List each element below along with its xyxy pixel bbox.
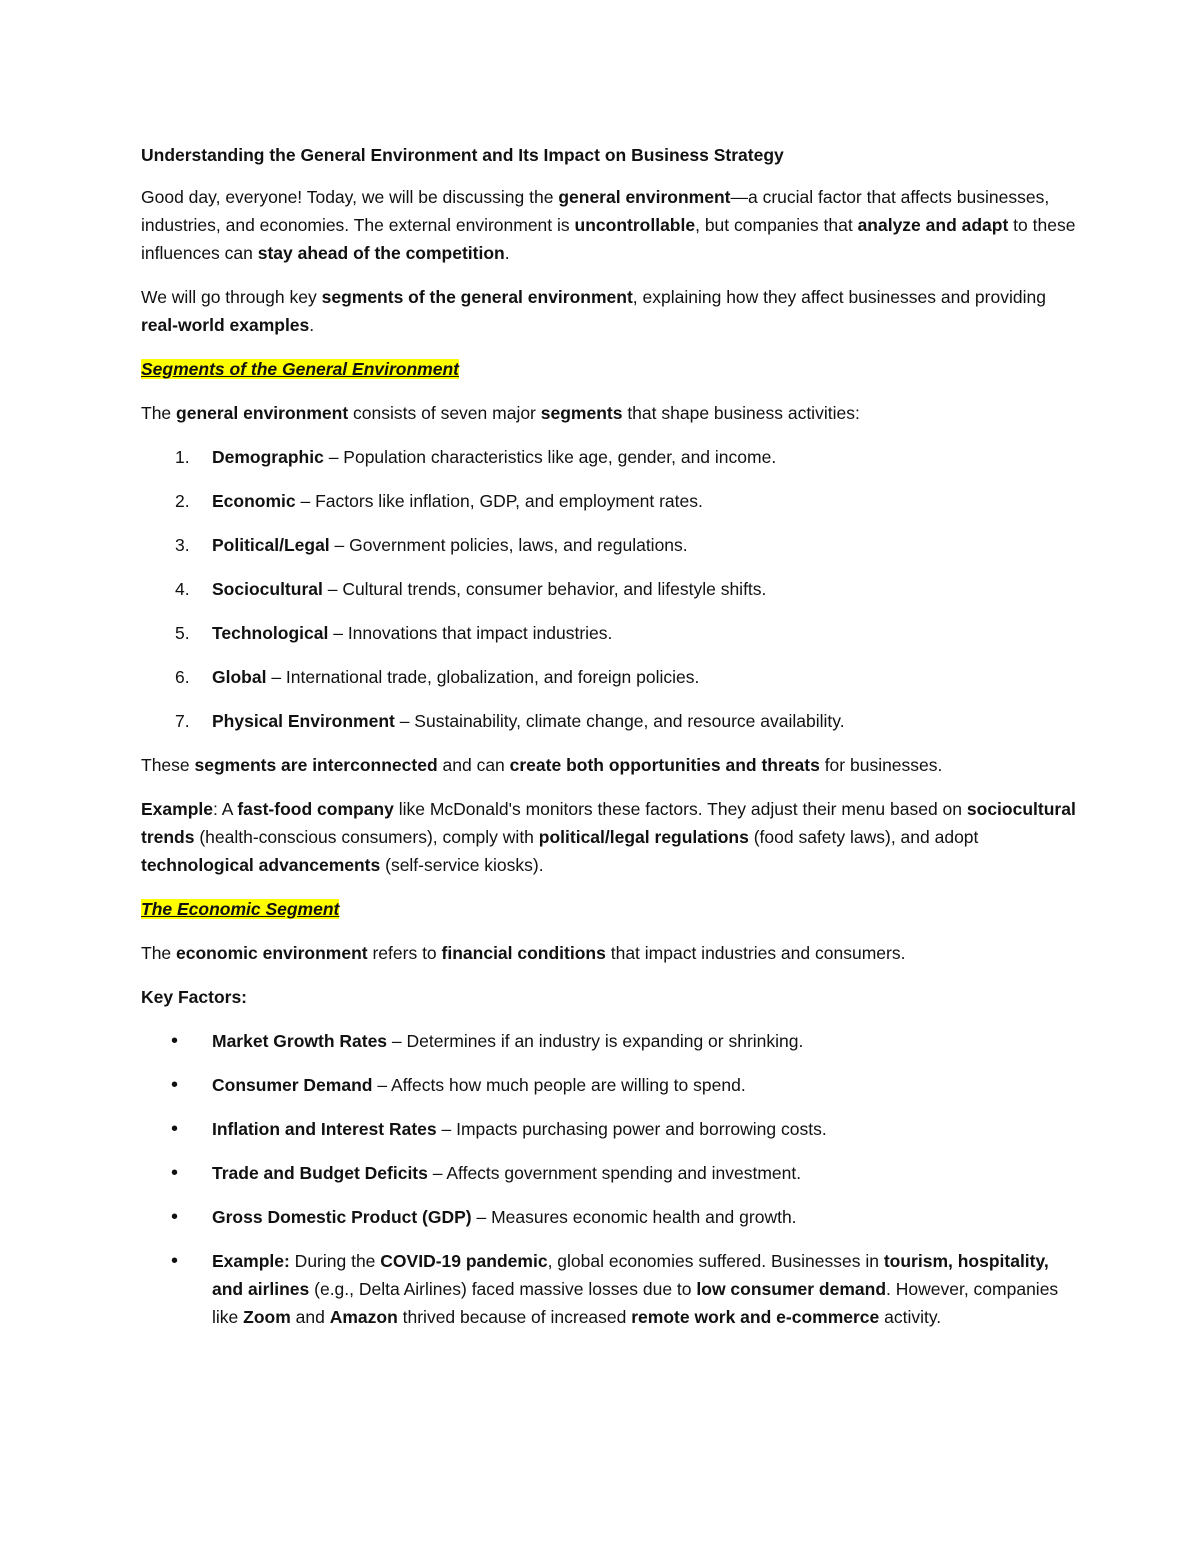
text-run: During the: [289, 1251, 381, 1271]
factor-term: Consumer Demand: [212, 1075, 373, 1095]
bold-text: Zoom: [243, 1307, 291, 1327]
segment-term: Sociocultural: [212, 579, 323, 599]
segments-heading: Segments of the General Environment: [141, 359, 459, 379]
text-run: that impact industries and consumers.: [605, 943, 906, 963]
bold-text: segments: [540, 403, 623, 423]
segment-desc: – Population characteristics like age, gender, and income.: [323, 447, 777, 467]
segment-term: Demographic: [212, 447, 324, 467]
text-run: like McDonald's monitors these factors. They adjust their menu based on: [393, 799, 967, 819]
segment-desc: – Innovations that impact industries.: [328, 623, 613, 643]
text-run: .: [309, 315, 315, 335]
text-run: (self-service kiosks).: [380, 855, 544, 875]
segment-desc: – Factors like inflation, GDP, and employment rates.: [295, 491, 703, 511]
list-number: 6.: [175, 667, 190, 687]
text-run: refers to: [367, 943, 442, 963]
list-item: [141, 1071, 1076, 1099]
segment-term: Political/Legal: [212, 535, 330, 555]
bullet-icon: •: [171, 1118, 179, 1140]
list-item: [141, 531, 1076, 559]
list-item: [141, 1027, 1076, 1055]
bold-text: tourism, hospitality, and airlines: [212, 1251, 1049, 1299]
bold-text: general environment: [558, 187, 731, 207]
list-number: 7.: [175, 711, 190, 731]
segment-term: Economic: [212, 491, 296, 511]
text-run: Good day, everyone! Today, we will be discussing the: [141, 187, 559, 207]
key-factors-list: [141, 1027, 1076, 1331]
text-run: and can: [437, 755, 510, 775]
section-heading: [141, 355, 1076, 383]
bold-text: Example:: [212, 1251, 290, 1271]
factor-desc: – Impacts purchasing power and borrowing costs.: [436, 1119, 827, 1139]
list-item: [141, 619, 1076, 647]
segment-term: Global: [212, 667, 267, 687]
text-run: to these influences can: [141, 215, 1076, 263]
covid-example: [212, 1251, 1058, 1327]
text-run: These: [141, 755, 195, 775]
bold-text: political/legal regulations: [538, 827, 749, 847]
segment-desc: – Government policies, laws, and regulations.: [329, 535, 688, 555]
list-item: [141, 1115, 1076, 1143]
text-run: (food safety laws), and adopt: [748, 827, 979, 847]
factor-desc: – Affects how much people are willing to spend.: [372, 1075, 746, 1095]
segments-lead: [141, 399, 1076, 427]
bold-text: Amazon: [329, 1307, 398, 1327]
factor-term: Inflation and Interest Rates: [212, 1119, 437, 1139]
list-item: [141, 1159, 1076, 1187]
text-run: .: [504, 243, 510, 263]
bold-text: technological advancements: [141, 855, 381, 875]
list-item: [141, 663, 1076, 691]
key-factors-label: Key Factors:: [141, 987, 248, 1007]
list-item: [141, 707, 1076, 735]
factor-desc: – Determines if an industry is expanding or shrinking.: [387, 1031, 804, 1051]
bold-text: create both opportunities and threats: [509, 755, 820, 775]
list-item: [141, 1247, 1076, 1331]
list-item: [141, 487, 1076, 515]
text-run: , but companies that: [695, 215, 858, 235]
list-item: [141, 1203, 1076, 1231]
document-body: [141, 141, 1076, 1347]
text-run: and: [290, 1307, 330, 1327]
bold-text: financial conditions: [441, 943, 606, 963]
list-item: [141, 443, 1076, 471]
text-run: thrived because of increased: [397, 1307, 632, 1327]
factor-term: Market Growth Rates: [212, 1031, 388, 1051]
bullet-icon: •: [171, 1162, 179, 1184]
text-run: consists of seven major: [348, 403, 541, 423]
bullet-icon: •: [171, 1074, 179, 1096]
text-run: The: [141, 403, 177, 423]
bullet-icon: •: [171, 1206, 179, 1228]
mcdonalds-example: [141, 795, 1076, 879]
text-run: The: [141, 943, 177, 963]
document-title: Understanding the General Environment and Its Impact on Business Strategy: [141, 145, 784, 165]
bold-text: stay ahead of the competition: [257, 243, 505, 263]
text-run: , global economies suffered. Businesses in: [547, 1251, 884, 1271]
segment-term: Technological: [212, 623, 329, 643]
economic-lead: [141, 939, 1076, 967]
text-run: activity.: [879, 1307, 942, 1327]
bold-text: analyze and adapt: [857, 215, 1009, 235]
segment-desc: – Sustainability, climate change, and resource availability.: [394, 711, 845, 731]
bold-text: fast-food company: [237, 799, 394, 819]
bullet-icon: •: [171, 1030, 179, 1052]
bold-text: sociocultural trends: [141, 799, 1076, 847]
bold-text: uncontrollable: [574, 215, 696, 235]
text-run: , explaining how they affect businesses and providing: [632, 287, 1046, 307]
list-number: 2.: [175, 491, 190, 511]
segment-desc: – International trade, globalization, and foreign policies.: [266, 667, 700, 687]
list-number: 1.: [175, 447, 190, 467]
factor-desc: – Measures economic health and growth.: [471, 1207, 797, 1227]
bold-text: real-world examples: [141, 315, 310, 335]
text-run: (e.g., Delta Airlines) faced massive losses due to: [309, 1279, 697, 1299]
bold-text: remote work and e-commerce: [631, 1307, 880, 1327]
intro-paragraph-2: [141, 283, 1076, 339]
text-run: We will go through key: [141, 287, 322, 307]
bold-text: low consumer demand: [696, 1279, 887, 1299]
text-run: for businesses.: [819, 755, 943, 775]
segments-list: [141, 443, 1076, 735]
text-run: that shape business activities:: [622, 403, 860, 423]
list-item: [141, 575, 1076, 603]
text-run: . However, companies like: [212, 1279, 1059, 1327]
bold-text: Example: [141, 799, 213, 819]
bold-text: economic environment: [176, 943, 368, 963]
factor-term: Gross Domestic Product (GDP): [212, 1207, 472, 1227]
bold-text: segments of the general environment: [321, 287, 633, 307]
section-heading: [141, 895, 1076, 923]
list-number: 3.: [175, 535, 190, 555]
segments-summary: [141, 751, 1076, 779]
bullet-icon: •: [171, 1250, 179, 1272]
intro-paragraph: [141, 183, 1076, 267]
bold-text: segments are interconnected: [194, 755, 438, 775]
segment-term: Physical Environment: [212, 711, 395, 731]
list-number: 5.: [175, 623, 190, 643]
economic-heading: The Economic Segment: [141, 899, 340, 919]
factor-desc: – Affects government spending and investment.: [427, 1163, 802, 1183]
list-number: 4.: [175, 579, 190, 599]
factor-term: Trade and Budget Deficits: [212, 1163, 428, 1183]
text-run: —a crucial factor that affects businesses, industries, and economies. The external environment is: [141, 187, 1050, 235]
text-run: (health-conscious consumers), comply with: [194, 827, 539, 847]
segment-desc: – Cultural trends, consumer behavior, and lifestyle shifts.: [322, 579, 767, 599]
bold-text: general environment: [176, 403, 349, 423]
text-run: : A: [212, 799, 238, 819]
bold-text: COVID-19 pandemic: [380, 1251, 548, 1271]
